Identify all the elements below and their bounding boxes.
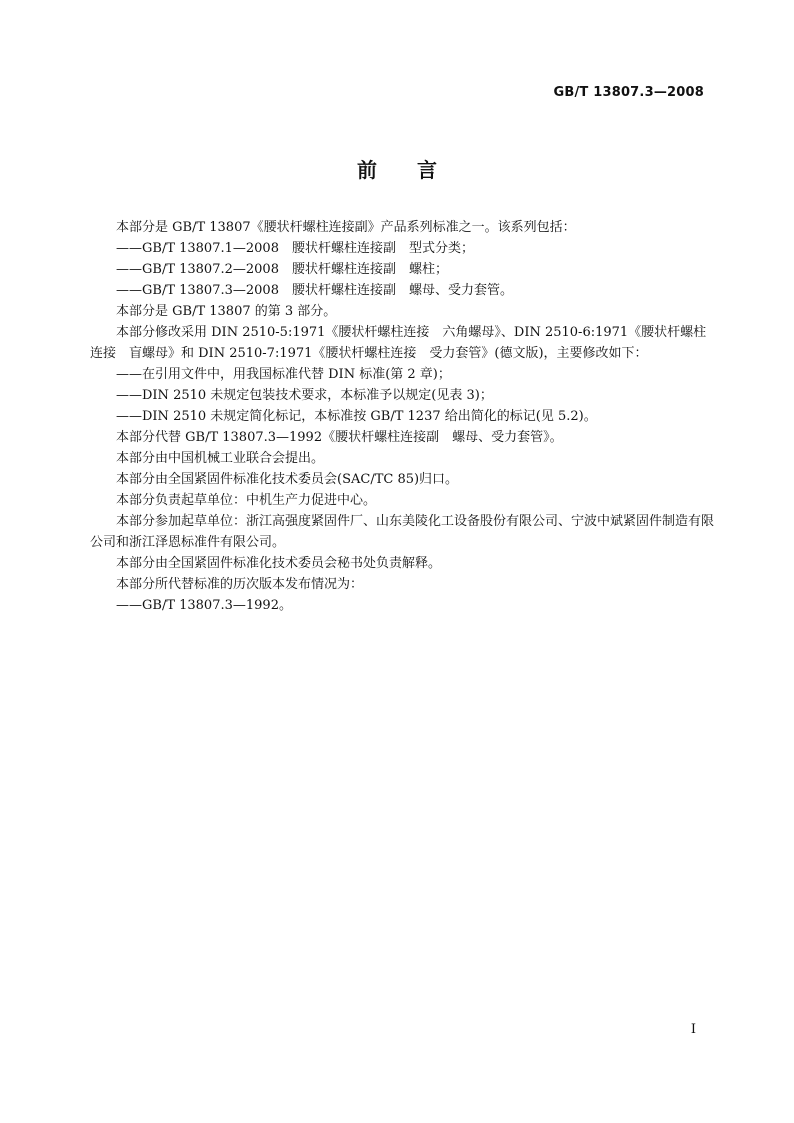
title-char-1: 前 <box>357 158 377 182</box>
page-number: I <box>690 1022 696 1037</box>
paragraph: 本部分修改采用 DIN 2510-5:1971《腰状杆螺柱连接 六角螺母》、DIN 2510-6:1971《腰状杆螺柱连接 盲螺母》和 DIN 2510-7:1971《腰状杆螺柱连接 受力套管》(德文版)，主要修改如下： <box>90 325 707 361</box>
list-item: ——GB/T 13807.1—2008 腰状杆螺柱连接副 型式分类； <box>116 241 474 256</box>
paragraph: 本部分负责起草单位：中机生产力促进中心。 <box>116 493 377 508</box>
paragraph: 本部分由全国紧固件标准化技术委员会秘书处负责解释。 <box>116 556 442 571</box>
list-item: ——GB/T 13807.3—2008 腰状杆螺柱连接副 螺母、受力套管。 <box>116 283 513 298</box>
paragraph: 本部分所代替标准的历次版本发布情况为： <box>116 577 364 592</box>
paragraph: 本部分参加起草单位：浙江高强度紧固件厂、山东美陵化工设备股份有限公司、宁波中斌紧固件制造有限公司和浙江泽恩标准件有限公司。 <box>90 514 715 550</box>
page-title <box>0 154 794 183</box>
foreword-body <box>90 217 718 616</box>
standard-code-header: GB/T 13807.3—2008 <box>553 85 704 100</box>
paragraph: 本部分代替 GB/T 13807.3—1992《腰状杆螺柱连接副 螺母、受力套管》。 <box>116 430 563 445</box>
paragraph: 本部分是 GB/T 13807《腰状杆螺柱连接副》产品系列标准之一。该系列包括： <box>116 220 576 235</box>
list-item: ——DIN 2510 未规定包装技术要求，本标准予以规定(见表 3)； <box>116 388 493 403</box>
paragraph: 本部分由中国机械工业联合会提出。 <box>116 451 325 466</box>
title-char-2: 言 <box>417 158 437 182</box>
list-item: ——GB/T 13807.2—2008 腰状杆螺柱连接副 螺柱； <box>116 262 448 277</box>
paragraph: 本部分由全国紧固件标准化技术委员会(SAC/TC 85)归口。 <box>116 472 459 487</box>
list-item: ——GB/T 13807.3—1992。 <box>116 598 292 613</box>
list-item: ——在引用文件中，用我国标准代替 DIN 标准(第 2 章)； <box>116 367 451 382</box>
paragraph: 本部分是 GB/T 13807 的第 3 部分。 <box>116 304 337 319</box>
list-item: ——DIN 2510 未规定简化标记，本标准按 GB/T 1237 给出简化的标记(见 5.2)。 <box>116 409 597 424</box>
